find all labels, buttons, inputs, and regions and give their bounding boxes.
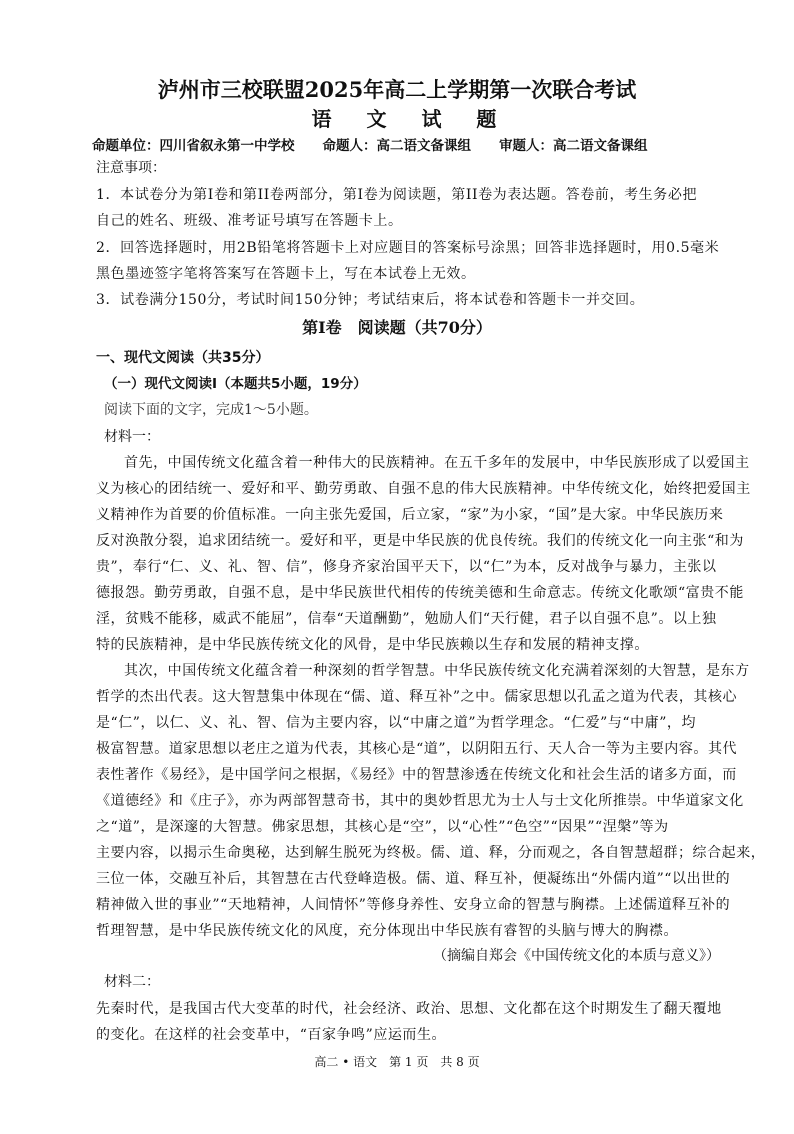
material2-line: 的变化。在这样的社会变革中，“百家争鸣”应运而生。 [96,1027,447,1043]
material1-line: 《道德经》和《庄子》，亦为两部智慧奇书，其中的奥妙哲思尤为士人与士文化所推崇。中华道家文化 [96,793,744,809]
meta-reviewer: 审题人：高二语文备课组 [499,138,648,154]
notice-line: 黑色墨迹签字笔将答案写在答题卡上，写在本试卷上无效。 [96,266,476,282]
material1-line: 是“仁”，以仁、义、礼、智、信为主要内容，以“中庸之道”为哲学理念。“仁爱”与“中庸”，均 [96,715,697,731]
material1-line: 其次，中国传统文化蕴含着一种深刻的哲学智慧。中华民族传统文化充满着深刻的大智慧，是东方 [124,663,750,679]
material1-line: 哲学的杰出代表。这大智慧集中体现在“儒、道、释互补”之中。儒家思想以孔孟之道为代表，其核心 [96,689,738,705]
material1-line: 贵”，奉行“仁、义、礼、智、信”，修身齐家治国平天下，以“仁”为本，反对战争与暴力，主张以 [96,559,717,575]
page-footer: 高二 • 语文 第 1 页 共 8 页 [314,1055,480,1069]
notice-line: 3．试卷满分150分，考试时间150分钟；考试结束后，将本试卷和答题卡一并交回。 [96,292,645,308]
meta-unit: 命题单位：四川省叙永第一中学校 [92,138,295,154]
instruction: 阅读下面的文字，完成1～5小题。 [104,402,318,418]
material1-line: 表性著作《易经》，是中国学问之根据，《易经》中的智慧渗透在传统文化和社会生活的诸多方面，而 [96,767,737,783]
material1-line: 极富智慧。道家思想以老庄之道为代表，其核心是“道”，以阴阳五行、天人合一等为主要内容。其代 [96,741,738,757]
material1-line: 义为核心的团结统一、爱好和平、勤劳勇敢、自强不息的伟大民族精神。中华传统文化，始终把爱国主 [96,481,751,497]
section-heading: 一、现代文阅读（共35分） [96,350,270,366]
part-title: 第I卷 阅读题（共70分） [302,318,492,337]
exam-subtitle: 语 文 试 题 [311,107,511,131]
material1-line: 特的民族精神，是中华民族传统文化的风骨，是中华民族赖以生存和发展的精神支撑。 [96,637,649,653]
material1-line: 义精神作为首要的价值标准。一向主张先爱国，后立家，“家”为小家，“国”是大家。中华民族历来 [96,507,724,523]
material2-label: 材料二： [104,974,160,990]
material1-line: 首先，中国传统文化蕴含着一种伟大的民族精神。在五千多年的发展中，中华民族形成了以爱国主 [124,455,750,471]
material1-label: 材料一： [104,429,160,445]
material2-line: 先秦时代，是我国古代大变革的时代，社会经济、政治、思想、文化都在这个时期发生了翻天覆地 [96,1001,722,1017]
notice-line: 1．本试卷分为第I卷和第II卷两部分，第I卷为阅读题，第II卷为表达题。答卷前，考生务必把 [96,187,698,203]
material1-line: 精神做入世的事业”“天地精神，人间情怀”等修身养性、安身立命的智慧与胸襟。上述儒道释互补的 [96,897,731,913]
notice-heading: 注意事项： [96,160,166,176]
notice-line: 自己的姓名、班级、准考证号填写在答题卡上。 [96,213,403,229]
exam-title: 泸州市三校联盟2025年高二上学期第一次联合考试 [157,77,637,102]
meta-author: 命题人：高二语文备课组 [322,138,471,154]
exam-meta [92,134,732,154]
material1-line: 主要内容，以揭示生命奥秘，达到解生脱死为终极。儒、道、释，分而观之，各自智慧超群；综合起来， [96,845,766,861]
material1-line: 哲理智慧，是中华民族传统文化的风度，充分体现出中华民族有睿智的头脑与博大的胸襟。 [96,923,678,939]
subsection-heading: （一）现代文阅读I（本题共5小题，19分） [104,376,367,392]
material1-line: 之“道”，是深邃的大智慧。佛家思想，其核心是“空”，以“心性”“色空”“因果”“涅槃”等为 [96,819,669,835]
notice-line: 2．回答选择题时，用2B铅笔将答题卡上对应题目的答案标号涂黑；回答非选择题时，用0.5毫米 [96,240,720,256]
material1-source: （摘编自郑会《中国传统文化的本质与意义》） [433,948,720,964]
material1-line: 淫，贫贱不能移，威武不能屈”，信奉“天道酬勤”，勉励人们“天行健，君子以自强不息”。以上独 [96,611,717,627]
material1-line: 三位一体，交融互补后，其智慧在古代登峰造极。儒、道、释互补，便凝练出“外儒内道”“以出世的 [96,871,731,887]
material1-line: 德报怨。勤劳勇敢，自强不息，是中华民族世代相传的传统美德和生命意志。传统文化歌颂“富贵不能 [96,585,744,601]
material1-line: 反对涣散分裂，追求团结统一。爱好和平，更是中华民族的优良传统。我们的传统文化一向主张“和为 [96,533,744,549]
